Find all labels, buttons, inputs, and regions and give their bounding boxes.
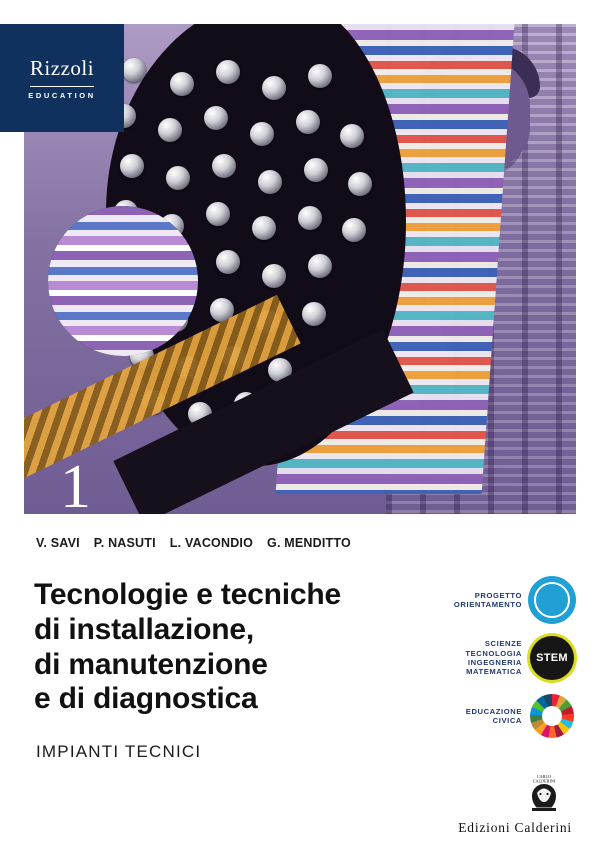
rivet <box>216 250 240 274</box>
badge-label-line: MATEMATICA <box>466 667 522 677</box>
badge-compass <box>414 578 574 622</box>
sdg-wheel-icon <box>530 694 574 738</box>
rivet <box>298 206 322 230</box>
compass-icon <box>530 578 574 622</box>
rivet <box>308 64 332 88</box>
badge-sdg-wheel <box>414 694 574 738</box>
title-line: di installazione, <box>34 612 254 646</box>
rivet <box>120 154 144 178</box>
author-name: L. VACONDIO <box>169 536 254 550</box>
logo-education-text: EDUCATION <box>28 91 96 100</box>
rivet <box>212 154 236 178</box>
rivet <box>348 172 372 196</box>
badge-label-line: INGEGNERIA <box>467 658 522 667</box>
volume-number: 1 <box>60 453 91 514</box>
rivet <box>340 124 364 148</box>
rizzoli-education-logo <box>0 24 124 132</box>
logo-brand-text: Rizzoli <box>29 56 95 80</box>
title-line: Tecnologie e tecniche <box>34 578 341 611</box>
rivet <box>206 202 230 226</box>
badge-label <box>454 591 522 610</box>
rivet <box>204 106 228 130</box>
title-line: di manutenzione <box>34 647 268 681</box>
rivet <box>122 58 146 82</box>
rivet <box>170 72 194 96</box>
rivet <box>262 76 286 100</box>
badge-label-line: PROGETTO <box>474 590 522 600</box>
title-line: e di diagnostica <box>34 682 258 716</box>
badge-label-line: ORIENTAMENTO <box>453 600 522 609</box>
bottom-edge <box>0 858 600 862</box>
rivet <box>302 302 326 326</box>
rivet <box>308 254 332 278</box>
rivet <box>342 218 366 242</box>
calderini-bust-icon <box>516 770 572 816</box>
badge-label-line: CIVICA <box>492 716 522 725</box>
badge-label-line: EDUCAZIONE <box>465 706 522 716</box>
badge-label-line: TECNOLOGIA <box>465 648 522 658</box>
badge-label <box>465 639 522 677</box>
badge-stem <box>414 636 574 680</box>
logo-divider <box>30 86 94 87</box>
author-name: P. NASUTI <box>93 536 156 550</box>
rivet <box>296 110 320 134</box>
striped-lens-circle <box>48 206 198 356</box>
svg-text:CARLO: CARLO <box>536 774 552 779</box>
imprint-block <box>458 770 572 836</box>
author-name: G. MENDITTO <box>267 536 351 550</box>
badge-label-line: SCIENZE <box>484 639 522 649</box>
author-name: V. SAVI <box>36 536 80 550</box>
rivet <box>166 166 190 190</box>
rivet <box>262 264 286 288</box>
book-subtitle: IMPIANTI TECNICI <box>36 742 202 761</box>
rivet <box>252 216 276 240</box>
imprint-name: Edizioni Calderini <box>458 820 572 835</box>
badge-label <box>466 707 522 726</box>
lens-stripes <box>48 206 198 356</box>
rivet <box>304 158 328 182</box>
rivet <box>216 60 240 84</box>
rivet <box>250 122 274 146</box>
svg-text:CALDERINI: CALDERINI <box>532 778 556 784</box>
certification-badges <box>414 578 574 752</box>
badge-icon-text: STEM <box>536 652 568 664</box>
rivet <box>258 170 282 194</box>
stem-icon <box>530 636 574 680</box>
rivet <box>158 118 182 142</box>
book-title <box>34 578 434 717</box>
author-list <box>36 536 365 550</box>
